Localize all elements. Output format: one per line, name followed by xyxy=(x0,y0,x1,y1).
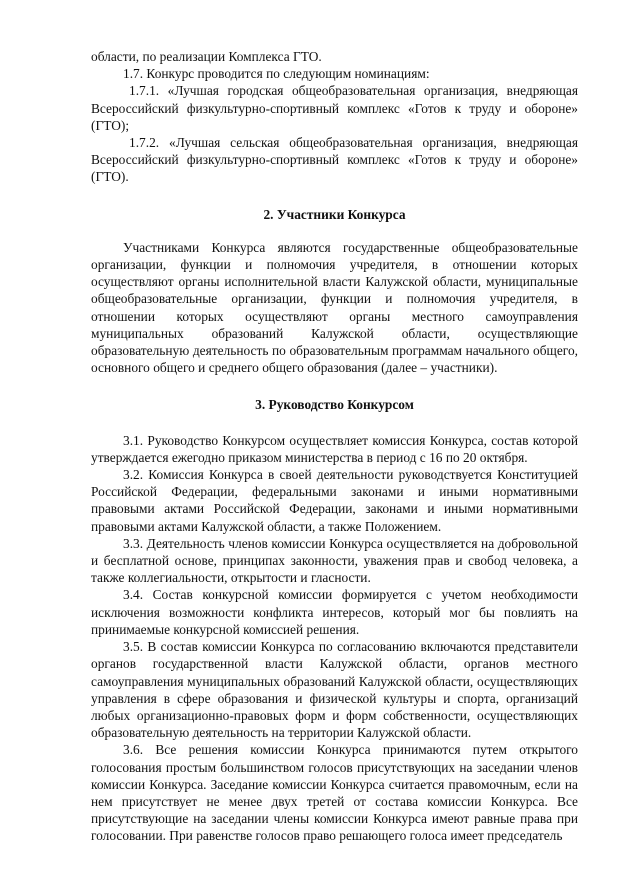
paragraph-3-5: 3.5. В состав комиссии Конкурса по согласованию включаются представители органов государственной власти Калужской области, органов местного самоуправления муниципальных образований Калужской области, осуществляющих управления в сфере образования и физической культуры и спорта, организаций любых организационно-правовых форм и форм собственности, осуществляющих образовательную деятельность на территории Калужской области. xyxy=(91,639,578,741)
section-heading-management: 3. Руководство Конкурсом xyxy=(255,397,414,413)
paragraph-3-4: 3.4. Состав конкурсной комиссии формируется с учетом необходимости исключения возможности конфликта интересов, который мог бы повлиять на принимаемые конкурсной комиссией решения. xyxy=(91,587,578,637)
spacer xyxy=(91,223,578,239)
section-heading-participants: 2. Участники Конкурса xyxy=(263,206,406,222)
paragraph-1-7: 1.7. Конкурс проводится по следующим номинациям: xyxy=(123,66,430,82)
spacer xyxy=(91,414,578,432)
paragraph-participants: Участниками Конкурса являются государственные общеобразовательные организации, функции и полномочия учредителя, в отношении которых осуществляют органы исполнительной власти Калужской области, муниципальные общеобразовательные организации, функции и полномочия учредителя, в отношении которых осуществляют органы местного самоуправления муниципальных образований Калужской области, осуществляющие образовательную деятельность по образовательным программам начального общего, основного общего и среднего общего образования (далее – участники). xyxy=(91,239,578,376)
paragraph-3-3: 3.3. Деятельность членов комиссии Конкурса осуществляется на добровольной и бесплатной основе, принципах законности, уважения прав и свобод человека, а также коллегиальности, открытости и гласности. xyxy=(91,535,578,586)
paragraph-3-2: 3.2. Комиссия Конкурса в своей деятельности руководствуется Конституцией Российской Федерации, федеральными законами и иными нормативными правовыми актами Российской Федерации, законами и иными нормативными правовыми актами Калужской области, а также Положением. xyxy=(91,467,578,534)
spacer xyxy=(91,376,578,396)
paragraph-3-1: 3.1. Руководство Конкурсом осуществляет комиссия Конкурса, состав которой утверждается ежегодно приказом министерства в период с 16 по 20 октября. xyxy=(91,432,578,465)
paragraph-1-7-2: 1.7.2. «Лучшая сельская общеобразовательная организация, внедряющая Всероссийский физкультурно-спортивный комплекс «Готов к труду и обороне» (ГТО). xyxy=(91,135,578,185)
intro-line: области, по реализации Комплекса ГТО. xyxy=(91,49,322,64)
spacer xyxy=(91,186,578,206)
paragraph-3-6: 3.6. Все решения комиссии Конкурса принимаются путем открытого голосования простым большинством голосов присутствующих на заседании членов комиссии Конкурса. Заседание комиссии Конкурса считается правомочным, если на нем присутствует не менее двух третей от состава комиссии Конкурса. Все присутствующие на заседании члены комиссии Конкурса имеют равные права при голосовании. При равенстве голосов право решающего голоса имеет председатель xyxy=(91,742,578,844)
paragraph-1-7-1: 1.7.1. «Лучшая городская общеобразовательная организация, внедряющая Всероссийский физкультурно-спортивный комплекс «Готов к труду и обороне» (ГТО); xyxy=(91,83,578,133)
document-body xyxy=(91,48,578,845)
